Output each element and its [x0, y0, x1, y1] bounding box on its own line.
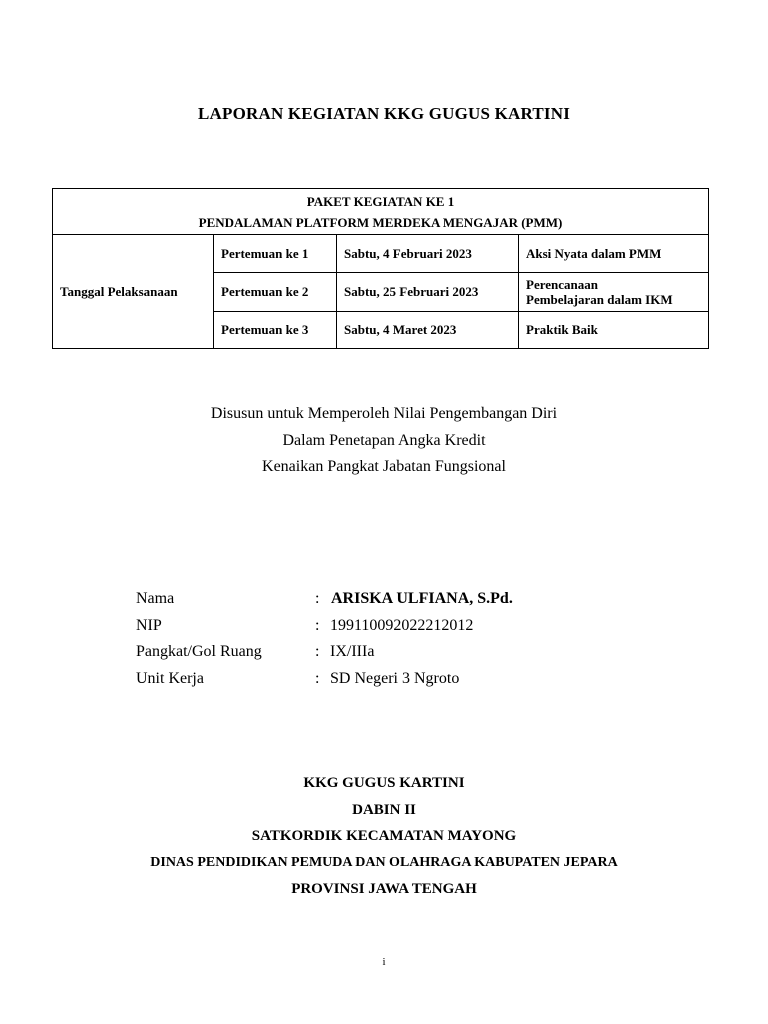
- topic-cell: [519, 312, 709, 349]
- institution-line: DABIN II: [352, 801, 416, 818]
- identity-row-unit: [136, 666, 636, 693]
- topic-line: Perencanaan: [526, 277, 598, 292]
- field-label: Nama: [136, 590, 175, 607]
- date-cell: Sabtu, 25 Februari 2023: [337, 273, 519, 312]
- institution-line: SATKORDIK KECAMATAN MAYONG: [251, 828, 517, 844]
- field-value: SD Negeri 3 Ngroto: [330, 669, 460, 687]
- topic-line: Pembelajaran dalam IKM: [526, 292, 673, 307]
- institution-block: [0, 770, 768, 903]
- table-header-cell: [53, 189, 709, 235]
- date-label-cell: Tanggal Pelaksanaan: [53, 235, 214, 349]
- field-label: Unit Kerja: [136, 669, 204, 687]
- field-value: 199110092022212012: [330, 616, 474, 634]
- purpose-line: Kenaikan Pangkat Jabatan Fungsional: [262, 458, 506, 475]
- field-colon: :: [315, 669, 320, 687]
- field-colon: :: [315, 590, 320, 607]
- field-colon: :: [315, 643, 320, 660]
- purpose-line: Dalam Penetapan Angka Kredit: [282, 431, 486, 449]
- meeting-cell: Pertemuan ke 1: [214, 235, 337, 273]
- institution-line: KKG GUGUS KARTINI: [303, 775, 465, 791]
- identity-row-nip: [136, 613, 636, 640]
- meeting-cell: Pertemuan ke 3: [214, 312, 337, 349]
- package-subtitle: PENDALAMAN PLATFORM MERDEKA MENGAJAR (PMM): [198, 214, 563, 230]
- identity-row-name: [136, 586, 636, 613]
- topic-line: Aksi Nyata dalam PMM: [526, 245, 662, 261]
- activity-table: [52, 188, 709, 349]
- page-number: i: [382, 956, 386, 968]
- purpose-statement: [0, 401, 768, 481]
- table-header-row: [53, 189, 709, 235]
- date-cell: Sabtu, 4 Maret 2023: [337, 312, 519, 349]
- date-cell: Sabtu, 4 Februari 2023: [337, 235, 519, 273]
- purpose-line: Disusun untuk Memperoleh Nilai Pengembangan Diri: [210, 405, 558, 422]
- institution-line: PROVINSI JAWA TENGAH: [291, 881, 477, 897]
- document-title: LAPORAN KEGIATAN KKG GUGUS KARTINI: [197, 104, 571, 123]
- meeting-cell: Pertemuan ke 2: [214, 273, 337, 312]
- identity-block: [136, 586, 636, 692]
- field-value: IX/IIIa: [330, 643, 375, 660]
- field-colon: :: [315, 616, 320, 634]
- topic-line: Praktik Baik: [526, 322, 598, 337]
- field-value: ARISKA ULFIANA, S.Pd.: [331, 590, 513, 607]
- package-title: PAKET KEGIATAN KE 1: [306, 193, 455, 209]
- table-row: [53, 235, 709, 273]
- field-label: Pangkat/Gol Ruang: [136, 643, 262, 660]
- topic-cell: [519, 235, 709, 273]
- field-label: NIP: [136, 616, 162, 634]
- institution-line: DINAS PENDIDIKAN PEMUDA DAN OLAHRAGA KABUPATEN JEPARA: [150, 854, 618, 870]
- topic-cell: [519, 273, 709, 312]
- identity-row-rank: [136, 639, 636, 666]
